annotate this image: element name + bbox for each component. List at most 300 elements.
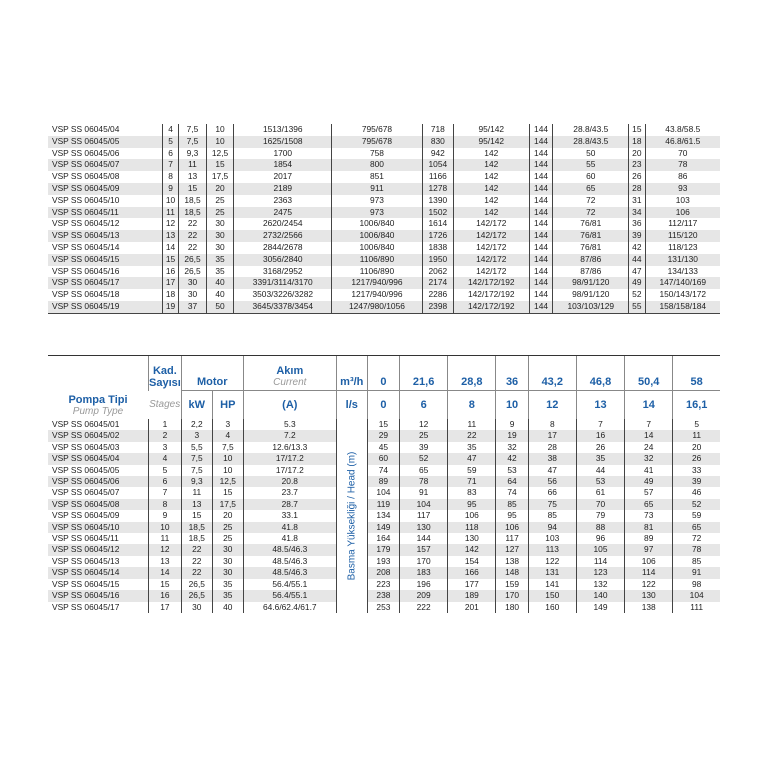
table-cell: 64 — [496, 476, 528, 487]
table-cell: 144 — [529, 277, 553, 289]
pump-model-cell: VSP SS 06045/09 — [52, 510, 120, 521]
pump-model-cell: VSP SS 06045/04 — [48, 453, 149, 464]
table-cell: 131 — [528, 567, 576, 578]
pump-model-cell: VSP SS 06045/17 — [52, 601, 120, 612]
table-cell: 18,5 — [179, 195, 207, 207]
table-cell: 35 — [212, 579, 243, 590]
table-cell: 138 — [625, 602, 673, 613]
table-cell: 85 — [528, 510, 576, 521]
table-cell: 103 — [645, 195, 720, 207]
table-cell: 104 — [673, 590, 720, 601]
table-cell: 30 — [206, 242, 234, 254]
pump-model-cell: VSP SS 06045/11 — [48, 207, 162, 219]
pump-model-cell: VSP SS 06045/06 — [48, 476, 149, 487]
table-cell: 56.4/55.1 — [243, 579, 336, 590]
table-cell: 47 — [629, 266, 645, 278]
table-cell: 164 — [367, 533, 399, 544]
table-cell: 72 — [553, 195, 629, 207]
table-cell: 851 — [332, 171, 422, 183]
table-cell: 1106/890 — [332, 266, 422, 278]
table-cell: 141 — [528, 579, 576, 590]
table-cell: 10 — [162, 195, 178, 207]
table-cell: 149 — [367, 522, 399, 533]
cut-off-row — [48, 641, 720, 645]
table-cell: 20.8 — [243, 476, 336, 487]
pump-model-cell: VSP SS 06045/14 — [48, 567, 149, 578]
table-cell: 1217/940/996 — [332, 289, 422, 301]
table-cell: 13 — [162, 230, 178, 242]
table-row — [48, 544, 720, 555]
table-row — [48, 499, 720, 510]
table-cell: 35 — [206, 266, 234, 278]
table-cell: 15 — [629, 124, 645, 136]
table-cell: 36 — [629, 218, 645, 230]
table-cell: 130 — [400, 522, 448, 533]
table-cell: 5,5 — [181, 442, 212, 453]
table-cell: 30 — [181, 602, 212, 613]
table-cell: 142/172 — [453, 242, 529, 254]
table-cell: 7 — [162, 159, 178, 171]
table-cell: 183 — [400, 567, 448, 578]
table-cell: 142/172 — [453, 218, 529, 230]
table-row — [48, 136, 720, 148]
table-cell: 166 — [448, 567, 496, 578]
table-cell: 113 — [528, 544, 576, 555]
table-cell: 78 — [673, 544, 720, 555]
pump-model-cell: VSP SS 06045/18 — [52, 289, 120, 300]
table-cell: 25 — [206, 207, 234, 219]
table-row — [48, 242, 720, 254]
table-cell: 222 — [400, 602, 448, 613]
table-cell: 122 — [625, 579, 673, 590]
table-cell: 3 — [149, 442, 182, 453]
table-cell: 33.1 — [243, 510, 336, 521]
table-row — [48, 148, 720, 160]
table-cell: 98/91/120 — [553, 289, 629, 301]
table-cell: 138 — [496, 556, 528, 567]
table-cell: 22 — [179, 218, 207, 230]
table-cell: 60 — [367, 453, 399, 464]
table-cell: 26 — [629, 171, 645, 183]
table-cell: 1838 — [422, 242, 453, 254]
table-cell: 142/172 — [453, 254, 529, 266]
table-cell: 25 — [400, 430, 448, 441]
table-cell: 132 — [576, 579, 624, 590]
table-cell: 76/81 — [553, 218, 629, 230]
table-cell: 35 — [212, 590, 243, 601]
table-cell: 1106/890 — [332, 254, 422, 266]
pump-model-cell: VSP SS 06045/07 — [48, 159, 162, 171]
pump-model-cell: VSP SS 06045/19 — [48, 301, 162, 313]
table-cell: 9,3 — [179, 148, 207, 160]
header-current-unit: (A) — [243, 391, 336, 420]
table-cell: 14 — [625, 430, 673, 441]
table-cell: 106 — [448, 510, 496, 521]
table-cell: 89 — [367, 476, 399, 487]
table-cell: 49 — [625, 476, 673, 487]
table-cell: 26 — [673, 453, 720, 464]
table-cell: 22 — [181, 567, 212, 578]
table-cell: 7,5 — [181, 465, 212, 476]
table-cell: 46.8/61.5 — [645, 136, 720, 148]
table-cell: 55 — [553, 159, 629, 171]
table-cell: 4 — [149, 453, 182, 464]
table-cell: 60 — [553, 171, 629, 183]
table-cell: 118/123 — [645, 242, 720, 254]
table-cell: 38 — [528, 453, 576, 464]
table-cell: 111 — [673, 602, 720, 613]
table-cell: 81 — [625, 522, 673, 533]
head-axis-label-cell — [336, 419, 367, 613]
table-cell: 14 — [162, 242, 178, 254]
table-row — [48, 590, 720, 601]
table-cell: 30 — [212, 544, 243, 555]
table-cell: 2017 — [234, 171, 332, 183]
table-cell: 150/143/172 — [645, 289, 720, 301]
table-cell: 55 — [629, 301, 645, 313]
table-cell: 180 — [496, 602, 528, 613]
table-cell: 30 — [206, 230, 234, 242]
table-cell: 59 — [673, 510, 720, 521]
table-cell: 144 — [529, 218, 553, 230]
table-cell: 11 — [673, 430, 720, 441]
table-cell: 106 — [625, 556, 673, 567]
table-cell: 87/86 — [553, 266, 629, 278]
flow-m3h-value: 28,8 — [448, 356, 496, 391]
table-cell: 106 — [645, 207, 720, 219]
flow-m3h-value: 21,6 — [400, 356, 448, 391]
table-cell: 18,5 — [179, 207, 207, 219]
table-cell: 142 — [453, 207, 529, 219]
table-cell: 47 — [448, 453, 496, 464]
table-cell: 24 — [625, 442, 673, 453]
table-cell: 17/17.2 — [243, 465, 336, 476]
table-cell: 127 — [496, 544, 528, 555]
table-cell: 144 — [529, 124, 553, 136]
table-cell: 142/172/192 — [453, 277, 529, 289]
table-cell: 19 — [496, 430, 528, 441]
table-row — [48, 289, 720, 301]
table-cell: 95 — [496, 510, 528, 521]
table-cell: 123 — [576, 567, 624, 578]
table-cell: 43.8/58.5 — [645, 124, 720, 136]
table-cell: 72 — [673, 533, 720, 544]
table-cell: 7 — [625, 419, 673, 430]
table-cell: 196 — [400, 579, 448, 590]
table-cell: 40 — [206, 277, 234, 289]
table-cell: 48.5/46.3 — [243, 544, 336, 555]
table-cell: 26,5 — [181, 579, 212, 590]
table-cell: 12 — [149, 544, 182, 555]
table-cell: 16 — [576, 430, 624, 441]
table-cell: 28.8/43.5 — [553, 136, 629, 148]
table-cell: 2 — [149, 430, 182, 441]
table-cell: 12,5 — [212, 476, 243, 487]
table-cell: 65 — [625, 499, 673, 510]
table-cell: 44 — [576, 465, 624, 476]
table-cell: 1006/840 — [332, 218, 422, 230]
table-cell: 3 — [181, 430, 212, 441]
table-cell: 973 — [332, 195, 422, 207]
table-row — [48, 465, 720, 476]
table-cell: 2620/2454 — [234, 218, 332, 230]
table-cell: 144 — [529, 148, 553, 160]
table-row — [48, 159, 720, 171]
table-cell: 76/81 — [553, 230, 629, 242]
table-cell: 34 — [629, 207, 645, 219]
table-cell: 142/172/192 — [453, 301, 529, 313]
table-cell: 65 — [400, 465, 448, 476]
table-cell: 758 — [332, 148, 422, 160]
table-cell: 157 — [400, 544, 448, 555]
table-cell: 53 — [576, 476, 624, 487]
table-row — [48, 476, 720, 487]
table-cell: 159 — [496, 579, 528, 590]
table-cell: 91 — [673, 567, 720, 578]
table-cell: 18 — [162, 289, 178, 301]
table-cell: 2062 — [422, 266, 453, 278]
table-cell: 12,5 — [206, 148, 234, 160]
table-row — [48, 218, 720, 230]
table-cell: 17/17.2 — [243, 453, 336, 464]
table-cell: 1726 — [422, 230, 453, 242]
pump-model-cell: VSP SS 06045/01 — [52, 419, 120, 429]
table-cell: 95/142 — [453, 136, 529, 148]
table-cell: 11 — [179, 159, 207, 171]
table-row — [48, 254, 720, 266]
table-cell: 201 — [448, 602, 496, 613]
header-flow-ls: l/s — [336, 391, 367, 420]
table-cell: 28 — [629, 183, 645, 195]
table-cell: 40 — [206, 289, 234, 301]
header-motor: Motor — [181, 356, 243, 391]
table-cell: 32 — [625, 453, 673, 464]
table-cell: 22 — [179, 230, 207, 242]
table-cell: 114 — [625, 567, 673, 578]
table-cell: 1054 — [422, 159, 453, 171]
table-cell: 7,5 — [181, 453, 212, 464]
table-cell: 2286 — [422, 289, 453, 301]
table-cell: 6 — [149, 476, 182, 487]
table-cell: 238 — [367, 590, 399, 601]
flow-m3h-value: 46,8 — [576, 356, 624, 391]
table-cell: 10 — [212, 465, 243, 476]
table-cell: 149 — [576, 602, 624, 613]
pump-model-cell: VSP SS 06045/12 — [48, 544, 149, 555]
table-cell: 11 — [181, 487, 212, 498]
table-cell: 131/130 — [645, 254, 720, 266]
pump-model-cell: VSP SS 06045/16 — [52, 265, 120, 276]
flow-ls-value: 10 — [496, 391, 528, 420]
table-cell: 30 — [212, 556, 243, 567]
table-cell: 118 — [448, 522, 496, 533]
flow-ls-value: 13 — [576, 391, 624, 420]
table-cell: 73 — [625, 510, 673, 521]
flow-m3h-value: 0 — [367, 356, 399, 391]
table-cell: 48.5/46.3 — [243, 556, 336, 567]
table-cell: 25 — [206, 195, 234, 207]
table-cell: 3645/3378/3454 — [234, 301, 332, 313]
table-cell: 8 — [149, 499, 182, 510]
table-cell: 18 — [629, 136, 645, 148]
header-hp: HP — [212, 391, 243, 420]
table-cell: 4 — [212, 430, 243, 441]
table-cell: 142 — [453, 183, 529, 195]
table-cell: 28 — [528, 442, 576, 453]
table-cell: 44 — [629, 254, 645, 266]
table-cell: 973 — [332, 207, 422, 219]
table-cell: 134/133 — [645, 266, 720, 278]
pump-model-cell: VSP SS 06045/09 — [48, 183, 162, 195]
table-cell: 46 — [673, 487, 720, 498]
table-cell: 144 — [529, 195, 553, 207]
table-row — [48, 453, 720, 464]
table-cell: 142/172 — [453, 266, 529, 278]
table-cell: 1390 — [422, 195, 453, 207]
table-cell: 158/158/184 — [645, 301, 720, 313]
table-cell: 88 — [576, 522, 624, 533]
table-cell: 12 — [162, 218, 178, 230]
pump-model-cell: VSP SS 06045/15 — [52, 578, 120, 589]
table-cell: 15 — [206, 159, 234, 171]
table-cell: 96 — [576, 533, 624, 544]
table-cell: 7 — [576, 419, 624, 430]
table-cell: 3168/2952 — [234, 266, 332, 278]
table-cell: 39 — [673, 476, 720, 487]
table-cell: 20 — [673, 442, 720, 453]
table-cell: 35 — [448, 442, 496, 453]
table-cell: 56.4/55.1 — [243, 590, 336, 601]
table-cell: 57 — [625, 487, 673, 498]
table-cell: 1854 — [234, 159, 332, 171]
table-cell: 15 — [181, 510, 212, 521]
table-cell: 177 — [448, 579, 496, 590]
table-cell: 160 — [528, 602, 576, 613]
table-cell: 2398 — [422, 301, 453, 313]
table-row — [48, 567, 720, 578]
flow-m3h-value: 58 — [673, 356, 720, 391]
table-cell: 1614 — [422, 218, 453, 230]
table-row — [48, 579, 720, 590]
table-cell: 20 — [629, 148, 645, 160]
table-cell: 14 — [149, 567, 182, 578]
table-cell: 1513/1396 — [234, 124, 332, 136]
table-cell: 78 — [645, 159, 720, 171]
table-cell: 26,5 — [179, 266, 207, 278]
pump-model-cell: VSP SS 06045/15 — [48, 254, 162, 266]
table-cell: 20 — [206, 183, 234, 195]
table-cell: 142 — [453, 159, 529, 171]
table-cell: 28.7 — [243, 499, 336, 510]
pump-model-cell: VSP SS 06045/02 — [48, 430, 149, 441]
table-cell: 6 — [162, 148, 178, 160]
pump-model-cell: VSP SS 06045/16 — [48, 590, 149, 601]
table-cell: 59 — [448, 465, 496, 476]
table-cell: 830 — [422, 136, 453, 148]
table-cell: 142 — [453, 148, 529, 160]
table-cell: 17 — [149, 602, 182, 613]
table-cell: 142 — [448, 544, 496, 555]
table-cell: 52 — [673, 499, 720, 510]
table-cell: 1 — [149, 419, 182, 430]
flow-ls-value: 14 — [625, 391, 673, 420]
table-cell: 71 — [448, 476, 496, 487]
table-cell: 115/120 — [645, 230, 720, 242]
table-cell: 795/678 — [332, 124, 422, 136]
table-cell: 89 — [625, 533, 673, 544]
table-cell: 30 — [179, 277, 207, 289]
table-cell: 52 — [629, 289, 645, 301]
table-cell: 15 — [162, 254, 178, 266]
table-cell: 8 — [162, 171, 178, 183]
table-cell: 30 — [212, 567, 243, 578]
table-cell: 119 — [367, 499, 399, 510]
table-cell: 144 — [400, 533, 448, 544]
flow-m3h-value: 43,2 — [528, 356, 576, 391]
header-stages-en: Stages — [149, 399, 181, 411]
table-cell: 144 — [529, 183, 553, 195]
table-cell: 144 — [529, 159, 553, 171]
table-cell: 3503/3226/3282 — [234, 289, 332, 301]
table-cell: 95 — [448, 499, 496, 510]
table-cell: 1006/840 — [332, 230, 422, 242]
table-cell: 112/117 — [645, 218, 720, 230]
pump-model-cell: VSP SS 06045/03 — [52, 441, 120, 452]
table-cell: 104 — [400, 499, 448, 510]
pump-model-cell: VSP SS 06045/10 — [48, 522, 149, 533]
header-pump-type: Pompa Tipi Pump Type — [68, 394, 128, 417]
table-cell: 85 — [673, 556, 720, 567]
table-cell: 5.3 — [243, 419, 336, 430]
table-cell: 26,5 — [179, 254, 207, 266]
table-cell: 104 — [367, 487, 399, 498]
pump-model-cell: VSP SS 06045/05 — [52, 464, 120, 475]
table-cell: 142/172/192 — [453, 289, 529, 301]
table-cell: 23.7 — [243, 487, 336, 498]
table-cell: 4 — [162, 124, 178, 136]
table-row — [48, 522, 720, 533]
table-cell: 66 — [528, 487, 576, 498]
table-row — [48, 277, 720, 289]
table-cell: 10 — [149, 522, 182, 533]
table-cell: 22 — [181, 556, 212, 567]
table-cell: 11 — [448, 419, 496, 430]
table-cell: 39 — [400, 442, 448, 453]
table-cell: 41.8 — [243, 533, 336, 544]
table-cell: 103 — [528, 533, 576, 544]
table-cell: 18,5 — [181, 522, 212, 533]
table-cell: 49 — [629, 277, 645, 289]
table-cell: 11 — [149, 533, 182, 544]
table-row — [48, 602, 720, 613]
table-cell: 144 — [529, 171, 553, 183]
table-cell: 1247/980/1056 — [332, 301, 422, 313]
table-cell: 56 — [528, 476, 576, 487]
table-cell: 50 — [206, 301, 234, 313]
header-current: Akım Current — [243, 356, 336, 391]
table-cell: 17 — [162, 277, 178, 289]
table-cell: 1278 — [422, 183, 453, 195]
table-cell: 117 — [496, 533, 528, 544]
table-cell: 16 — [162, 266, 178, 278]
table-cell: 47 — [528, 465, 576, 476]
pump-model-cell: VSP SS 06045/13 — [52, 555, 120, 566]
table-cell: 1502 — [422, 207, 453, 219]
table-cell: 7,5 — [212, 442, 243, 453]
table-cell: 170 — [496, 590, 528, 601]
table-cell: 942 — [422, 148, 453, 160]
table-cell: 3 — [212, 419, 243, 430]
